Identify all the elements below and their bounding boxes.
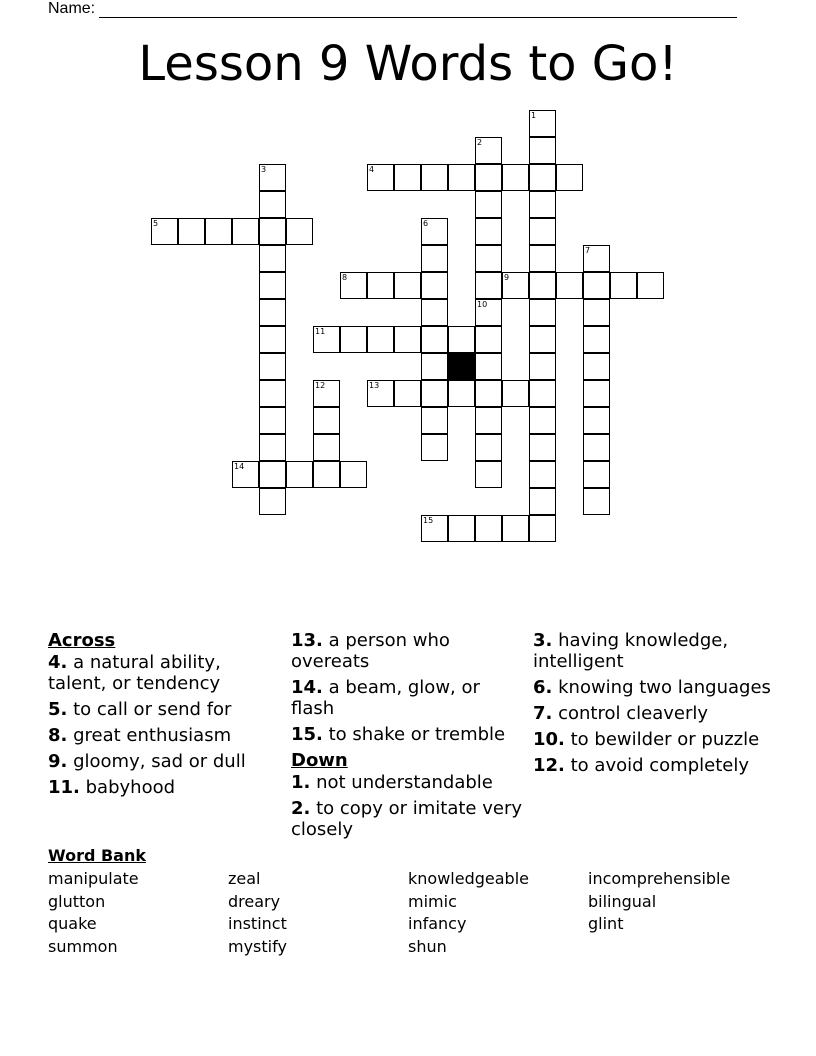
clues-column-1 [48,630,278,803]
word-bank-item: infancy [408,914,467,933]
clue-across-5: 5. to call or send for [48,699,232,720]
crossword-cell[interactable] [637,272,664,299]
clue-number: 11 [315,327,326,336]
crossword-cell[interactable] [475,380,502,407]
crossword-cell[interactable] [529,461,556,488]
crossword-cell[interactable] [421,272,448,299]
crossword-cell[interactable] [313,461,340,488]
crossword-cell[interactable] [583,245,610,272]
crossword-cell[interactable] [421,164,448,191]
crossword-cell[interactable] [556,164,583,191]
crossword-cell[interactable] [475,299,502,326]
word-bank-item: mimic [408,891,457,911]
clue-down-2: 2. to copy or imitate very closely [291,798,523,840]
crossword-cell[interactable] [394,164,421,191]
crossword-cell[interactable] [529,299,556,326]
crossword-cell[interactable] [259,272,286,299]
crossword-cell[interactable] [259,299,286,326]
clue-across-9: 9. gloomy, sad or dull [48,751,246,772]
clue-across-4: 4. a natural ability, talent, or tendency [48,652,221,694]
word-bank-column-1 [48,868,139,958]
crossword-cell[interactable] [502,164,529,191]
crossword-cell[interactable] [475,353,502,380]
page-title: Lesson 9 Words to Go! [138,36,678,92]
word-bank-column-2 [228,868,287,958]
crossword-cell[interactable] [394,272,421,299]
crossword-cell[interactable] [313,326,340,353]
clue-number: 8 [342,273,348,282]
crossword-cell[interactable] [259,461,286,488]
crossword-cell[interactable] [259,434,286,461]
crossword-cell[interactable] [259,326,286,353]
crossword-cell[interactable] [475,218,502,245]
crossword-cell[interactable] [475,137,502,164]
crossword-cell[interactable] [529,434,556,461]
crossword-cell[interactable] [529,191,556,218]
clue-number: 7 [585,246,591,255]
word-bank-item: instinct [228,914,287,933]
word-bank-item: knowledgeable [408,869,529,888]
word-bank-item: summon [48,936,118,956]
crossword-cell[interactable] [367,164,394,191]
crossword-cell[interactable] [502,272,529,299]
crossword-cell[interactable] [178,218,205,245]
clue-down-1: 1. not understandable [291,772,493,793]
crossword-cell[interactable] [259,164,286,191]
crossword-cell[interactable] [394,326,421,353]
word-bank-item: quake [48,914,97,933]
crossword-cell[interactable] [367,326,394,353]
clue-number: 10 [477,300,488,309]
word-bank-item: glint [588,914,624,933]
crossword-cell[interactable] [475,191,502,218]
word-bank-item: shun [408,936,447,956]
clue-down-6: 6. knowing two languages [533,677,771,698]
crossword-cell[interactable] [610,272,637,299]
crossword-cell[interactable] [367,272,394,299]
crossword-cell[interactable] [529,326,556,353]
crossword-cell[interactable] [529,110,556,137]
crossword-cell[interactable] [421,218,448,245]
name-label: Name: [48,0,96,17]
crossword-cell[interactable] [475,407,502,434]
word-bank-item: incomprehensible [588,869,731,888]
crossword-cell[interactable] [367,380,394,407]
crossword-cell[interactable] [583,353,610,380]
across-heading: Across [48,630,116,651]
clue-number: 2 [477,138,483,147]
crossword-cell[interactable] [394,380,421,407]
clue-across-8: 8. great enthusiasm [48,725,232,746]
crossword-cell[interactable] [286,461,313,488]
crossword-cell[interactable] [529,218,556,245]
crossword-cell[interactable] [340,326,367,353]
crossword-cell[interactable] [421,353,448,380]
crossword-cell[interactable] [475,434,502,461]
word-bank-column-4 [588,868,730,936]
clues-column-2 [291,630,523,845]
clue-number: 12 [315,381,326,390]
crossword-cell[interactable] [421,434,448,461]
crossword-cell[interactable] [529,488,556,515]
crossword-cell[interactable] [205,218,232,245]
crossword-cell[interactable] [259,488,286,515]
word-bank-item: glutton [48,891,106,911]
crossword-cell[interactable] [529,272,556,299]
crossword-cell[interactable] [313,407,340,434]
crossword-cell[interactable] [583,272,610,299]
crossword-cell[interactable] [448,164,475,191]
clue-number: 9 [504,273,510,282]
clue-number: 15 [423,516,434,525]
crossword-cell[interactable] [448,380,475,407]
clues-column-3 [533,630,773,781]
word-bank-item: bilingual [588,891,657,911]
crossword-cell[interactable] [583,407,610,434]
crossword-cell[interactable] [259,353,286,380]
blocked-cell [448,353,475,380]
crossword-cell[interactable] [259,380,286,407]
crossword-cell[interactable] [583,461,610,488]
word-bank-item: mystify [228,936,287,956]
crossword-cell[interactable] [475,164,502,191]
crossword-cell[interactable] [529,407,556,434]
clue-across-11: 11. babyhood [48,777,176,798]
clue-across-13: 13. a person who overeats [291,630,450,672]
crossword-cell[interactable] [448,515,475,542]
crossword-cell[interactable] [502,515,529,542]
crossword-cell[interactable] [583,380,610,407]
clue-number: 4 [369,165,375,174]
crossword-cell[interactable] [421,299,448,326]
crossword-cell[interactable] [259,407,286,434]
crossword-cell[interactable] [421,380,448,407]
clue-number: 3 [261,165,267,174]
crossword-cell[interactable] [529,380,556,407]
crossword-cell[interactable] [529,245,556,272]
crossword-cell[interactable] [313,434,340,461]
crossword-cell[interactable] [286,218,313,245]
clue-down-7: 7. control cleaverly [533,703,709,724]
word-bank-title: Word Bank [48,846,147,865]
crossword-cell[interactable] [232,218,259,245]
clue-number: 14 [234,462,245,471]
crossword-cell[interactable] [259,218,286,245]
crossword-cell[interactable] [529,353,556,380]
crossword-cell[interactable] [421,326,448,353]
crossword-cell[interactable] [529,164,556,191]
clue-number: 1 [531,111,537,120]
crossword-cell[interactable] [529,137,556,164]
crossword-cell[interactable] [475,245,502,272]
crossword-cell[interactable] [421,407,448,434]
crossword-cell[interactable] [556,272,583,299]
crossword-cell[interactable] [448,326,475,353]
crossword-cell[interactable] [421,245,448,272]
crossword-cell[interactable] [583,434,610,461]
crossword-cell[interactable] [583,326,610,353]
clue-number: 13 [369,381,380,390]
crossword-cell[interactable] [259,191,286,218]
down-heading: Down [291,750,348,771]
crossword-cell[interactable] [151,218,178,245]
clue-down-3: 3. having knowledge, intelligent [533,630,729,672]
crossword-cell[interactable] [475,326,502,353]
clue-down-10: 10. to bewilder or puzzle [533,729,760,750]
crossword-cell[interactable] [502,380,529,407]
crossword-cell[interactable] [259,245,286,272]
clue-number: 5 [153,219,159,228]
clue-down-12: 12. to avoid completely [533,755,749,776]
crossword-cell[interactable] [340,461,367,488]
crossword-cell[interactable] [313,380,340,407]
crossword-cell[interactable] [529,515,556,542]
crossword-cell[interactable] [583,488,610,515]
crossword-cell[interactable] [475,272,502,299]
clue-across-15: 15. to shake or tremble [291,724,506,745]
word-bank-item: dreary [228,891,281,911]
crossword-cell[interactable] [421,515,448,542]
word-bank-item: zeal [228,869,261,888]
crossword-cell[interactable] [340,272,367,299]
word-bank-item: manipulate [48,869,139,888]
crossword-cell[interactable] [475,461,502,488]
word-bank-column-3 [408,868,529,958]
clue-number: 6 [423,219,429,228]
clue-across-14: 14. a beam, glow, or flash [291,677,480,719]
crossword-cell[interactable] [475,515,502,542]
crossword-cell[interactable] [232,461,259,488]
crossword-cell[interactable] [583,299,610,326]
